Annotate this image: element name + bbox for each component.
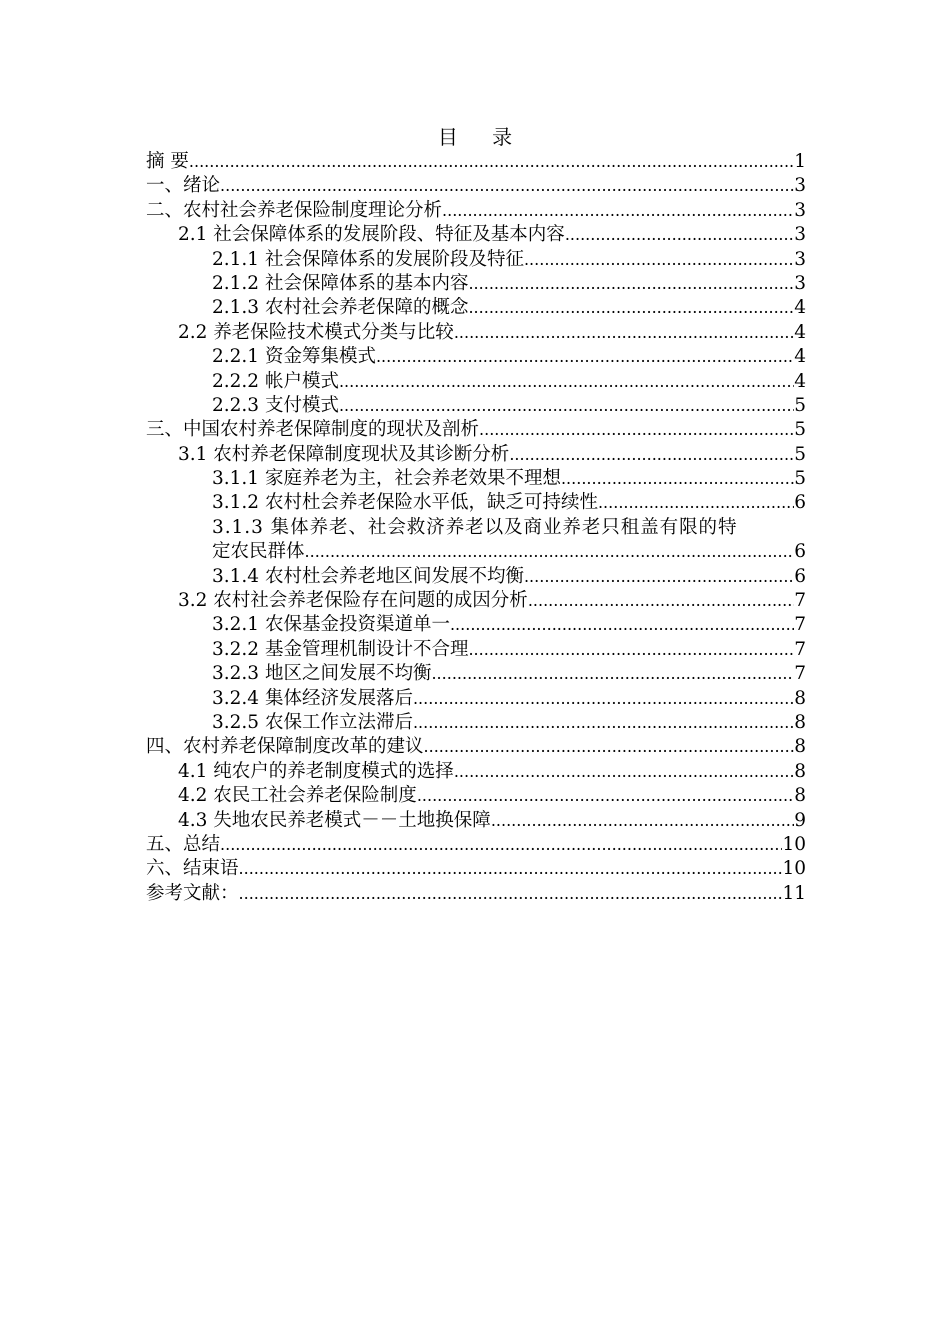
toc-page-number: 3 [794, 199, 806, 221]
toc-page-number: 6 [794, 541, 806, 563]
toc-entry-label: 2.1.1 社会保障体系的发展阶段及特征 [212, 248, 524, 270]
toc-page-number: 1 [794, 150, 806, 172]
toc-entry-label: 2.1.2 社会保障体系的基本内容 [212, 272, 469, 294]
toc-page-number: 5 [794, 419, 806, 441]
toc-page-number: 5 [794, 443, 806, 465]
toc-entry-label: 摘 要 [146, 150, 189, 172]
dot-leader [528, 589, 794, 613]
toc-entry-label: 3.1.3 集体养老、社会救济养老以及商业养老只租盖有限的特 [212, 516, 738, 538]
toc-entry[interactable] [146, 613, 806, 637]
dot-leader [598, 491, 794, 515]
dot-leader [454, 321, 794, 345]
dot-leader [424, 735, 795, 759]
toc-entry-label: 3.2.3 地区之间发展不均衡 [212, 663, 432, 685]
toc-page-number: 8 [794, 711, 806, 733]
dot-leader [442, 199, 794, 223]
toc-page-number: 7 [794, 663, 806, 685]
toc-entry-label: 4.3 失地农民养老模式－－土地换保障 [178, 809, 491, 831]
toc-page-number: 7 [794, 638, 806, 660]
toc-entry[interactable] [146, 565, 806, 589]
toc-entry-label: 3.1.4 农村杜会养老地区间发展不均衡 [212, 565, 524, 587]
toc-page-number: 11 [782, 882, 806, 904]
toc-entry[interactable] [146, 321, 806, 345]
toc-entry-label: 2.2.1 资金筹集模式 [212, 346, 376, 368]
toc-entry-label: 2.2.3 支付模式 [212, 394, 339, 416]
dot-leader [468, 638, 794, 662]
toc-page-number: 3 [794, 248, 806, 270]
dot-leader [339, 370, 794, 394]
dot-leader [561, 467, 794, 491]
toc-entry-label: 3.2.5 农保工作立法滞后 [212, 711, 413, 733]
toc-entry[interactable] [146, 174, 806, 198]
toc-entry-label: 2.2 养老保险技术模式分类与比较 [178, 321, 454, 343]
toc-page-number: 10 [782, 833, 806, 855]
toc-page-number: 9 [794, 809, 806, 831]
toc-page-number: 4 [794, 321, 806, 343]
toc-entry[interactable] [146, 272, 806, 296]
dot-leader [524, 248, 794, 272]
toc-entry[interactable] [146, 418, 806, 442]
toc-entry[interactable] [146, 199, 806, 223]
toc-entry[interactable] [146, 809, 806, 833]
dot-leader [413, 687, 794, 711]
toc-page-number: 6 [794, 565, 806, 587]
toc-entry[interactable] [146, 687, 806, 711]
toc-entry-label: 3.1.1 家庭养老为主，社会养老效果不理想 [212, 468, 561, 490]
toc-entry-label: 3.2 农村社会养老保险存在问题的成因分析 [178, 590, 528, 612]
toc-entry-label: 3.1 农村养老保障制度现状及其诊断分析 [178, 443, 510, 465]
toc-entry-label: 4.1 纯农户的养老制度模式的选择 [178, 760, 454, 782]
dot-leader [417, 784, 794, 808]
toc-title: 目 录 [437, 125, 527, 149]
toc-entry[interactable] [146, 638, 806, 662]
dot-leader [468, 296, 794, 320]
dot-leader [220, 174, 794, 198]
toc-entry-label: 4.2 农民工社会养老保险制度 [178, 785, 417, 807]
dot-leader [468, 272, 794, 296]
dot-leader [509, 443, 794, 467]
dot-leader [189, 150, 794, 174]
toc-entry-label: 三、中国农村养老保障制度的现状及剖析 [146, 419, 480, 441]
toc-page-number: 8 [794, 760, 806, 782]
toc-page-number: 8 [794, 736, 806, 758]
toc-entry[interactable] [146, 589, 806, 613]
dot-leader [491, 809, 794, 833]
dot-leader [339, 394, 794, 418]
toc-entry-label: 二、农村社会养老保险制度理论分析 [146, 199, 443, 221]
dot-leader [450, 613, 794, 637]
dot-leader [220, 833, 782, 857]
toc-page-number: 4 [794, 297, 806, 319]
toc-entry[interactable] [146, 760, 806, 784]
dot-leader [524, 565, 794, 589]
toc-entry[interactable] [146, 735, 806, 759]
toc-entry[interactable] [146, 248, 806, 272]
toc-page-number: 8 [794, 687, 806, 709]
toc-page-number: 5 [794, 468, 806, 490]
toc-entry[interactable] [146, 857, 806, 881]
dot-leader [376, 345, 794, 369]
toc-entry[interactable] [146, 662, 806, 686]
toc-entry-label: 3.1.2 农村杜会养老保险水平低，缺乏可持续性 [212, 492, 598, 514]
toc-entry[interactable] [146, 784, 806, 808]
toc-entry[interactable] [146, 296, 806, 320]
dot-leader [454, 760, 794, 784]
toc-entry-label: 五、总结 [146, 833, 221, 855]
toc-page-number: 3 [794, 175, 806, 197]
toc-entry[interactable] [146, 345, 806, 369]
toc-entry[interactable] [146, 516, 806, 565]
dot-leader [305, 540, 795, 564]
toc-entry-label: 2.1.3 农村社会养老保障的概念 [212, 297, 469, 319]
dot-leader [239, 882, 783, 906]
toc-page-number: 8 [794, 785, 806, 807]
dot-leader [413, 711, 794, 735]
toc-entry[interactable] [146, 833, 806, 857]
toc-entry-label: 参考文献： [146, 882, 239, 904]
toc-entry-label: 3.2.2 基金管理机制设计不合理 [212, 638, 469, 660]
toc-page-number: 3 [794, 272, 806, 294]
toc-page-number: 7 [794, 614, 806, 636]
dot-leader [239, 857, 783, 881]
toc-entry-label: 四、农村养老保障制度改革的建议 [146, 736, 424, 758]
toc-entry[interactable] [146, 394, 806, 418]
toc-entry[interactable] [146, 467, 806, 491]
toc-entry[interactable] [146, 150, 806, 174]
toc-entry-label: 3.2.4 集体经济发展落后 [212, 687, 413, 709]
table-of-contents [146, 150, 806, 906]
dot-leader [431, 662, 794, 686]
toc-page-number: 6 [794, 492, 806, 514]
toc-page-number: 4 [794, 346, 806, 368]
toc-page-number: 3 [794, 224, 806, 246]
toc-entry-label: 一、绪论 [146, 175, 221, 197]
toc-page-number: 7 [794, 590, 806, 612]
toc-page-number: 10 [782, 858, 806, 880]
toc-entry[interactable] [146, 443, 806, 467]
toc-entry-label: 3.2.1 农保基金投资渠道单一 [212, 614, 450, 636]
toc-entry-label-continued: 定农民群体 [212, 541, 305, 563]
toc-page-number: 5 [794, 394, 806, 416]
toc-entry[interactable] [146, 223, 806, 247]
toc-entry-label: 六、结束语 [146, 858, 239, 880]
dot-leader [479, 418, 794, 442]
toc-entry-label: 2.2.2 帐户模式 [212, 370, 339, 392]
toc-page-number: 4 [794, 370, 806, 392]
toc-entry[interactable] [146, 491, 806, 515]
toc-entry[interactable] [146, 370, 806, 394]
toc-entry[interactable] [146, 882, 806, 906]
toc-entry-label: 2.1 社会保障体系的发展阶段、特征及基本内容 [178, 224, 565, 246]
dot-leader [565, 223, 794, 247]
toc-entry[interactable] [146, 711, 806, 735]
